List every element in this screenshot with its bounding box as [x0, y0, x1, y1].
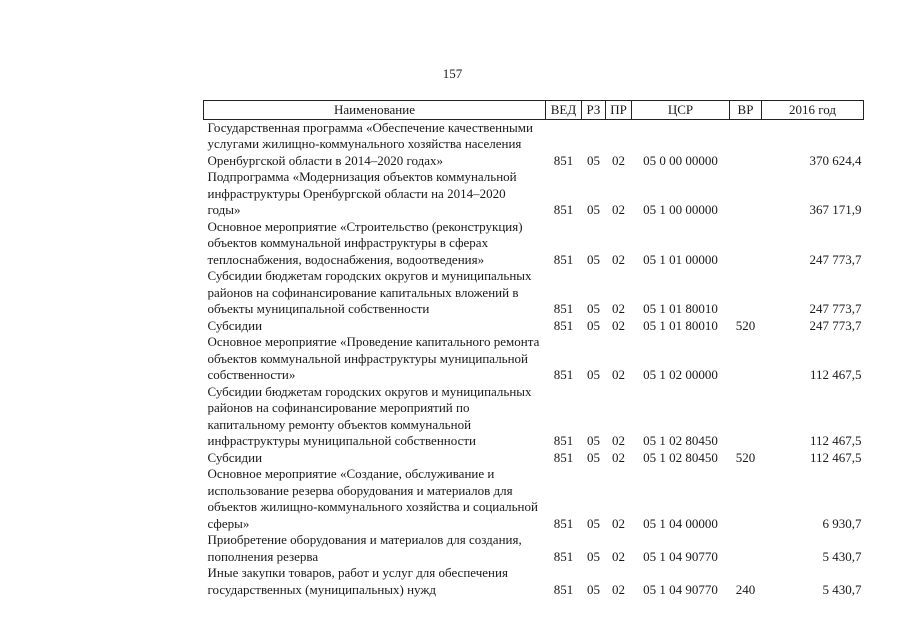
row-amount: 112 467,5	[809, 433, 862, 448]
table-row	[204, 219, 864, 269]
row-csr: 05 0 00 00000	[643, 152, 718, 168]
row-vr: 520	[735, 449, 756, 465]
row-rz: 05	[587, 449, 600, 465]
header-year: 2016 год	[762, 101, 864, 120]
row-vr	[730, 119, 762, 169]
row-rz: 05	[587, 548, 600, 564]
row-vr	[730, 169, 762, 219]
row-pr: 02	[612, 251, 625, 267]
row-vr	[730, 219, 762, 269]
row-ved: 851	[553, 317, 574, 333]
row-amount: 247 773,7	[809, 301, 862, 316]
row-pr: 02	[612, 515, 625, 531]
row-csr: 05 1 04 90770	[643, 548, 718, 564]
row-vr	[730, 532, 762, 565]
row-vr	[730, 268, 762, 318]
row-pr: 02	[612, 548, 625, 564]
table-row	[204, 565, 864, 598]
row-pr: 02	[612, 152, 625, 168]
row-ved: 851	[553, 202, 574, 217]
row-pr: 02	[612, 433, 625, 448]
page-number: 157	[442, 66, 463, 81]
header-vr: ВР	[730, 101, 762, 120]
table-row	[204, 384, 864, 450]
row-csr: 05 1 02 80450	[643, 449, 718, 465]
row-name: Субсидии бюджетам городских округов и муниципальных районов на софинансирование мероприятий по капитальному ремонту объектов коммунальной инфраструктуры муниципальной собственности	[207, 383, 532, 448]
row-rz: 05	[587, 581, 600, 597]
row-vr: 520	[735, 317, 756, 333]
row-rz: 05	[587, 433, 600, 448]
table-row	[204, 466, 864, 532]
row-rz: 05	[587, 367, 600, 382]
row-name: Приобретение оборудования и материалов для создания, пополнения резерва	[207, 532, 522, 564]
row-vr	[730, 334, 762, 384]
header-csr: ЦСР	[632, 101, 730, 120]
row-name: Иные закупки товаров, работ и услуг для обеспечения государственных (муниципальных) нужд	[207, 565, 508, 597]
header-ved: ВЕД	[546, 101, 582, 120]
row-amount: 5 430,7	[822, 548, 862, 564]
row-ved: 851	[553, 152, 574, 168]
table-row	[204, 169, 864, 219]
row-amount: 247 773,7	[809, 317, 862, 333]
row-pr: 02	[612, 581, 625, 597]
row-pr: 02	[612, 301, 625, 316]
table-row	[204, 119, 864, 169]
table-row	[204, 532, 864, 565]
row-ved: 851	[553, 581, 574, 597]
row-name: Подпрограмма «Модернизация объектов коммунальной инфраструктуры Оренбургской области на 2014–2020 годы»	[207, 169, 517, 217]
row-ved: 851	[553, 449, 574, 465]
row-name: Субсидии	[207, 449, 263, 465]
row-rz: 05	[587, 202, 600, 217]
row-amount: 6 930,7	[822, 515, 862, 531]
row-csr: 05 1 04 00000	[643, 515, 718, 531]
row-csr: 05 1 02 00000	[643, 367, 718, 382]
table-row	[204, 268, 864, 318]
row-amount: 5 430,7	[822, 581, 862, 597]
row-ved: 851	[553, 251, 574, 267]
row-csr: 05 1 01 80010	[643, 301, 718, 316]
row-csr: 05 1 01 80010	[643, 317, 718, 333]
header-rz: РЗ	[582, 101, 606, 120]
row-csr: 05 1 02 80450	[643, 433, 718, 448]
table-body	[204, 119, 864, 598]
row-ved: 851	[553, 367, 574, 382]
row-csr: 05 1 00 00000	[643, 202, 718, 217]
table-row	[204, 450, 864, 467]
budget-table	[203, 100, 864, 598]
row-name: Основное мероприятие «Проведение капитального ремонта объектов коммунальной инфраструктуры муниципальной собственности»	[207, 334, 540, 382]
row-pr: 02	[612, 367, 625, 382]
row-name: Субсидии бюджетам городских округов и муниципальных районов на софинансирование капитальных вложений в объекты муниципальной собственности	[207, 268, 532, 316]
row-name: Субсидии	[207, 317, 263, 333]
row-rz: 05	[587, 301, 600, 316]
row-rz: 05	[587, 317, 600, 333]
row-rz: 05	[587, 152, 600, 168]
row-amount: 112 467,5	[809, 449, 862, 465]
row-ved: 851	[553, 301, 574, 316]
row-amount: 112 467,5	[809, 367, 862, 382]
row-name: Основное мероприятие «Строительство (реконструкция) объектов коммунальной инфраструктуры в сферах теплоснабжения, водоснабжения, водоотведения»	[207, 218, 523, 267]
row-ved: 851	[553, 548, 574, 564]
row-amount: 367 171,9	[809, 202, 862, 217]
header-pr: ПР	[606, 101, 632, 120]
row-ved: 851	[553, 433, 574, 448]
header-name: Наименование	[204, 101, 546, 120]
row-vr	[730, 466, 762, 532]
row-csr: 05 1 01 00000	[643, 251, 718, 267]
row-csr: 05 1 04 90770	[643, 581, 718, 597]
row-name: Государственная программа «Обеспечение качественными услугами жилищно-коммунального хозяйства населения Оренбургской области в 2014–2020 годах»	[207, 119, 533, 168]
table-row	[204, 318, 864, 335]
row-rz: 05	[587, 515, 600, 531]
row-pr: 02	[612, 317, 625, 333]
row-amount: 247 773,7	[809, 251, 862, 267]
row-amount: 370 624,4	[809, 152, 862, 168]
row-name: Основное мероприятие «Создание, обслуживание и использование резерва оборудования и материалов для объектов жилищно-коммунального хозяйства и социальной сферы»	[207, 466, 538, 531]
row-ved: 851	[553, 515, 574, 531]
table-header-row	[204, 101, 864, 120]
row-vr: 240	[735, 581, 756, 597]
row-pr: 02	[612, 449, 625, 465]
table-row	[204, 334, 864, 384]
row-rz: 05	[587, 251, 600, 267]
row-pr: 02	[612, 202, 625, 217]
row-vr	[730, 384, 762, 450]
